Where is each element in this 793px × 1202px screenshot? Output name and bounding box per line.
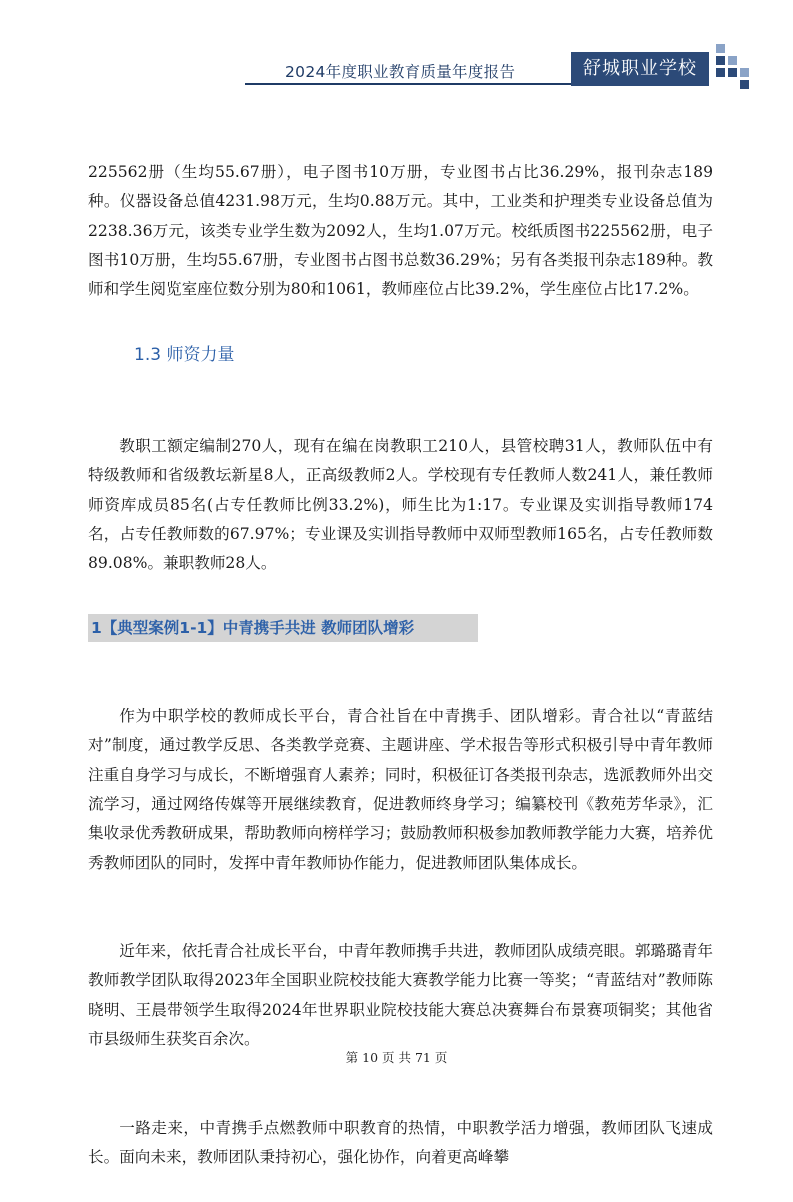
page-number: 第 10 页 共 71 页	[345, 1050, 448, 1065]
section-text-block	[88, 373, 713, 608]
case-paragraph-3: 一路走来，中青携手点燃教师中职教育的热情，中职教学活力增强，教师团队飞速成长。面向未来，教师团队秉持初心，强化协作，向着更高峰攀	[88, 1118, 713, 1166]
case-paragraph-2: 近年来，依托青合社成长平台，中青年教师携手共进，教师团队成绩亮眼。郭璐璐青年教师教学团队取得2023年全国职业院校技能大赛教学能力比赛一等奖；“青蓝结对”教师陈晓明、王晨带领学生取得2024年世界职业院校技能大赛总决赛舞台布景赛项铜奖；其他省市县级师生获奖百余次。	[88, 942, 713, 1049]
header-divider	[245, 83, 575, 85]
faculty-paragraph: 教职工额定编制270人，现有在编在岗教职工210人，县管校聘31人，教师队伍中有特级教师和省级教坛新星8人，正高级教师2人。学校现有专任教师人数241人，兼任教师师资库成员85名(占专任教师比例33.2%)，师生比为1:17。专业课及实训指导教师174名，占专任教师数的67.97%；专业课及实训指导教师中双师型教师165名，占专任教师数89.08%。兼职教师28人。	[88, 436, 713, 573]
case-paragraph-1: 作为中职学校的教师成长平台，青合社旨在中青携手、团队增彩。青合社以“青蓝结对”制度，通过教学反思、各类教学竞赛、主题讲座、学术报告等形式积极引导中青年教师注重自身学习与成长，不断增强育人素养；同时，积极征订各类报刊杂志，选派教师外出交流学习，通过网络传媒等开展继续教育，促进教师终身学习；编纂校刊《教苑芳华录》，汇集收录优秀教研成果，帮助教师向榜样学习；鼓励教师积极参加教师教学能力大赛，培养优秀教师团队的同时，发挥中青年教师协作能力，促进教师团队集体成长。	[88, 706, 713, 872]
intro-text-block	[88, 99, 713, 334]
school-name-badge: 舒城职业学校	[571, 52, 709, 86]
case-title-bar: 1【典型案例1-1】中青携手共进 教师团队增彩	[88, 614, 478, 642]
continuation-paragraph: 225562册（生均55.67册），电子图书10万册，专业图书占比36.29%，报刊杂志189种。仪器设备总值4231.98万元，生均0.88万元。其中，工业类和护理类专业设备总值为2238.36万元，该类专业学生数为2092人，生均1.07万元。校纸质图书225562册，电子图书10万册，生均55.67册，专业图书占图书总数36.29%；另有各类报刊杂志189种。教师和学生阅览室座位数分别为80和1061，教师座位占比39.2%，学生座位占比17.2%。	[88, 162, 713, 299]
report-title: 2024年度职业教育质量年度报告	[285, 63, 516, 81]
case-text-block	[88, 643, 713, 1202]
section-heading: 1.3 师资力量	[134, 345, 235, 365]
